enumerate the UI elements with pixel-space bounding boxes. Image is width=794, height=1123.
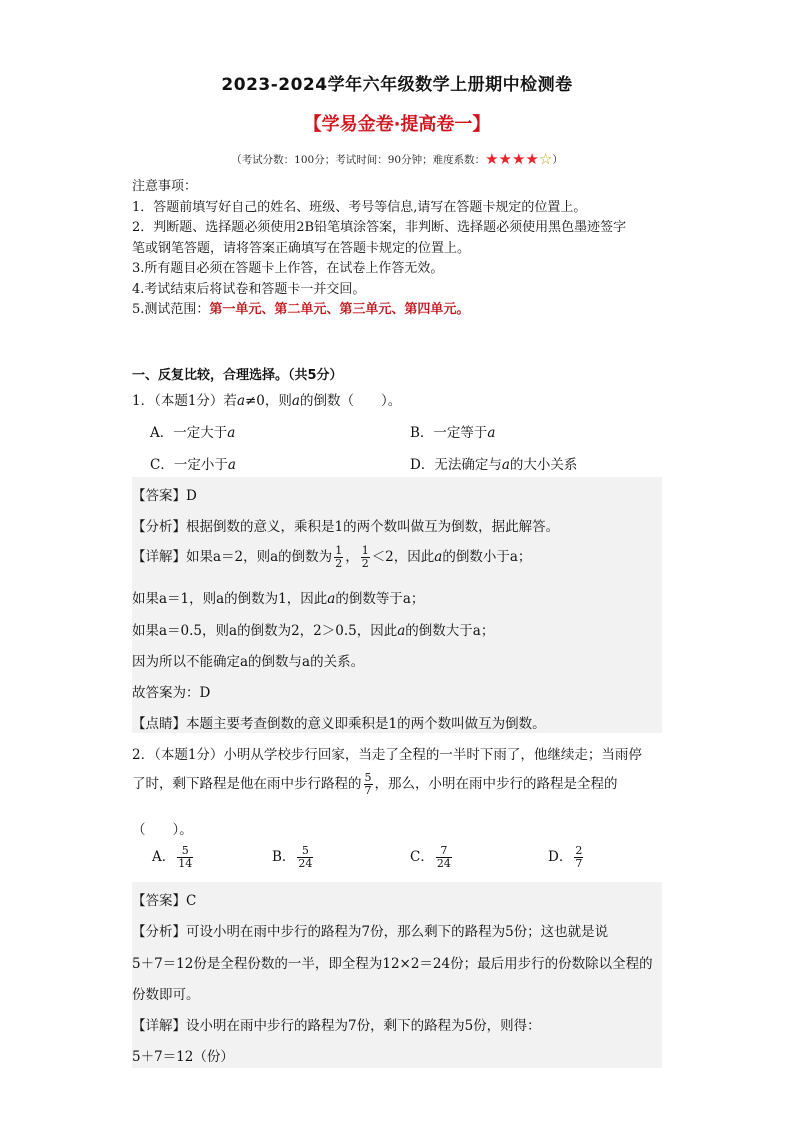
q1-detail-line: 因为所以不能确定a的倒数与a的关系。 (132, 654, 365, 670)
notes-block (132, 177, 672, 321)
exam-info-suffix: ） (552, 154, 563, 166)
q1-detail-line: 如果a＝0.5，则a的倒数为2，2＞0.5，因此a的倒数大于a； (132, 623, 495, 639)
q1-answer: 【答案】D (132, 488, 197, 504)
q2-answer: 【答案】C (132, 893, 197, 909)
q2-stem-line3: （ ）。 (132, 822, 193, 838)
q2-stem-line2: 了时，剩下路程是他在雨中步行路程的 $\frac{5}{7}$ ，那么，小明在雨中步行的路程是全程的 (132, 771, 618, 797)
difficulty-stars (485, 150, 552, 168)
exam-subtitle: 【学易金卷·提高卷一】 (303, 114, 491, 135)
notes-item: 笔或钢笔答题，请将答案正确填写在答题卡规定的位置上。 (132, 240, 471, 256)
q2-option-b[interactable]: B． $\frac{5}{24}$ (272, 844, 313, 870)
fraction: $\frac{5}{24}$ (298, 844, 313, 870)
q2-option-d[interactable]: D． $\frac{2}{7}$ (548, 844, 583, 870)
q2-answer-block (132, 882, 662, 1068)
notes-item: 3.所有题目必须在答题卡上作答，在试卷上作答无效。 (132, 261, 444, 276)
q1-point: 【点睛】本题主要考查倒数的意义即乘积是1的两个数叫做互为倒数。 (132, 716, 546, 732)
q2-analysis-line: 5＋7＝12份是全程份数的一半，即全程为12×2＝24份；最后用步行的份数除以全程的 (132, 956, 653, 972)
exam-title: 2023-2024学年六年级数学上册期中检测卷 (221, 75, 573, 95)
fraction: $\frac{1}{2}$ (335, 544, 343, 570)
test-range-value: 第一单元、第二单元、第三单元、第四单元。 (209, 302, 470, 317)
q1-option-a[interactable]: A．一定大于a (150, 425, 236, 441)
fraction: $\frac{5}{7}$ (364, 771, 372, 797)
notes-item: 2．判断题、选择题必须使用2B铅笔填涂答案，非判断、选择题必须使用黑色墨迹签字 (132, 220, 627, 235)
q1-option-d[interactable]: D．无法确定与a的大小关系 (410, 457, 578, 473)
q1-stem: 1．（本题1分）若a≠0，则a的倒数（ ）。 (132, 393, 402, 409)
q1-detail-line: 如果a＝1，则a的倒数为1，因此a的倒数等于a； (132, 591, 425, 607)
q1-detail: 【详解】如果a＝2，则a的倒数为 $\frac{1}{2}$ ， $\frac{1}{2}$ ＜2，因此a的倒数小于a； (132, 544, 532, 570)
section-heading: 一、反复比较，合理选择。（共5分） (132, 368, 343, 383)
q2-detail: 【详解】设小明在雨中步行的路程为7份，剩下的路程为5份，则得： (132, 1018, 541, 1034)
q2-stem: 2．（本题1分）小明从学校步行回家，当走了全程的一半时下雨了，他继续走；当雨停 (132, 747, 642, 763)
exam-info (0, 150, 794, 168)
star-full-icon: ★★★★ (485, 150, 539, 168)
fraction: $\frac{1}{2}$ (361, 544, 369, 570)
star-empty-icon: ☆ (538, 150, 553, 168)
fraction: $\frac{5}{14}$ (178, 844, 193, 870)
q2-option-a[interactable]: A． $\frac{5}{14}$ (152, 844, 193, 870)
q2-analysis: 【分析】可设小明在雨中步行的路程为7份，那么剩下的路程为5份；这也就是说 (132, 924, 609, 940)
notes-item (132, 300, 672, 321)
q2-detail-line: 5＋7＝12（份） (132, 1049, 234, 1065)
q2-option-c[interactable]: C． $\frac{7}{24}$ (410, 844, 451, 870)
q1-analysis: 【分析】根据倒数的意义，乘积是1的两个数叫做互为倒数，据此解答。 (132, 519, 560, 535)
q1-option-c[interactable]: C．一定小于a (150, 457, 236, 473)
notes-item: 1．答题前填写好自己的姓名、班级、考号等信息,请写在答题卡规定的位置上。 (132, 199, 587, 215)
test-range-label: 5.测试范围： (132, 302, 210, 317)
fraction: $\frac{7}{24}$ (436, 844, 451, 870)
fraction: $\frac{2}{7}$ (575, 844, 583, 870)
q1-final-answer: 故答案为：D (132, 685, 211, 701)
notes-item: 4.考试结束后将试卷和答题卡一并交回。 (132, 281, 366, 297)
q1-option-b[interactable]: B．一定等于a (410, 425, 496, 441)
exam-info-prefix: （考试分数：100分；考试时间：90分钟；难度系数： (231, 154, 486, 166)
q2-analysis-line: 份数即可。 (132, 987, 200, 1003)
notes-heading: 注意事项： (132, 179, 198, 194)
